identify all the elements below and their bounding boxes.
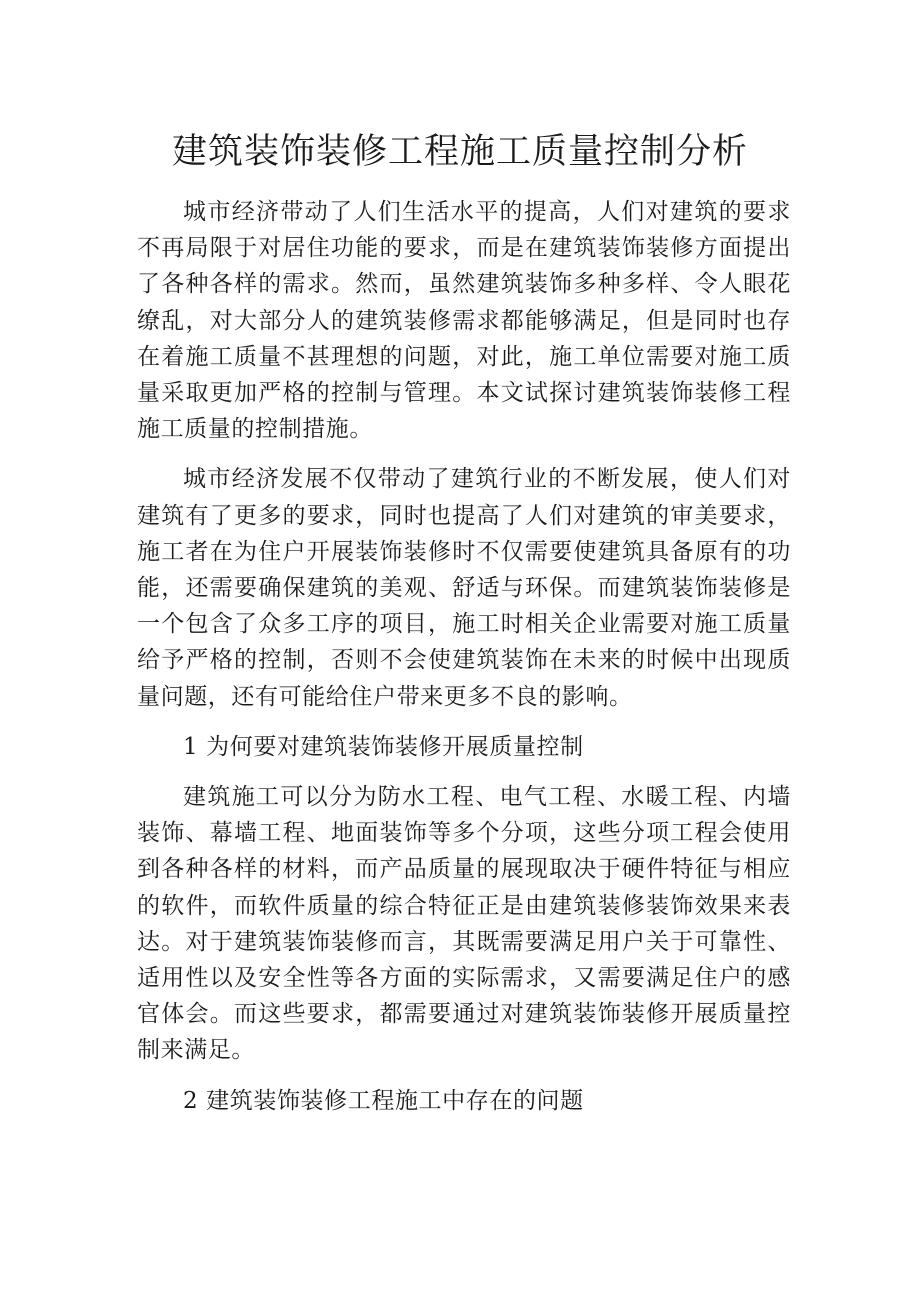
document-title: 建筑装饰装修工程施工质量控制分析 xyxy=(171,132,748,172)
section-1-paragraph: 建筑施工可以分为防水工程、电气工程、水暖工程、内墙装饰、幕墙工程、地面装饰等多个分项，这些分项工程会使用到各种各样的材料，而产品质量的展现取决于硬件特征与相应的软件，而软件质量的综合特征正是由建筑装修装饰效果来表达。对于建筑装饰装修而言，其既需要满足用户关于可靠性、适用性以及安全性等各方面的实际需求，又需要满足住户的感官体会。而这些要求，都需要通过对建筑装饰装修开展质量控制来满足。 xyxy=(137,784,791,1064)
intro-paragraph-1: 城市经济带动了人们生活水平的提高，人们对建筑的要求不再局限于对居住功能的要求，而是在建筑装饰装修方面提出了各种各样的需求。然而，虽然建筑装饰多种多样、令人眼花缭乱，对大部分人的建筑装修需求都能够满足，但是同时也存在着施工质量不甚理想的问题，对此，施工单位需要对施工质量采取更加严格的控制与管理。本文试探讨建筑装饰装修工程施工质量的控制措施。 xyxy=(137,199,791,443)
document-body xyxy=(137,194,791,1133)
section-1-heading: 1 为何要对建筑装饰装修开展质量控制 xyxy=(183,733,584,760)
intro-paragraph-2: 城市经济发展不仅带动了建筑行业的不断发展，使人们对建筑有了更多的要求，同时也提高了人们对建筑的审美要求，施工者在为住户开展装饰装修时不仅需要使建筑具备原有的功能，还需要确保建筑的美观、舒适与环保。而建筑装饰装修是一个包含了众多工序的项目，施工时相关企业需要对施工质量给予严格的控制，否则不会使建筑装饰在未来的时候中出现质量问题，还有可能给住户带来更多不良的影响。 xyxy=(137,466,791,710)
section-2-heading: 2 建筑装饰装修工程施工中存在的问题 xyxy=(183,1087,584,1114)
